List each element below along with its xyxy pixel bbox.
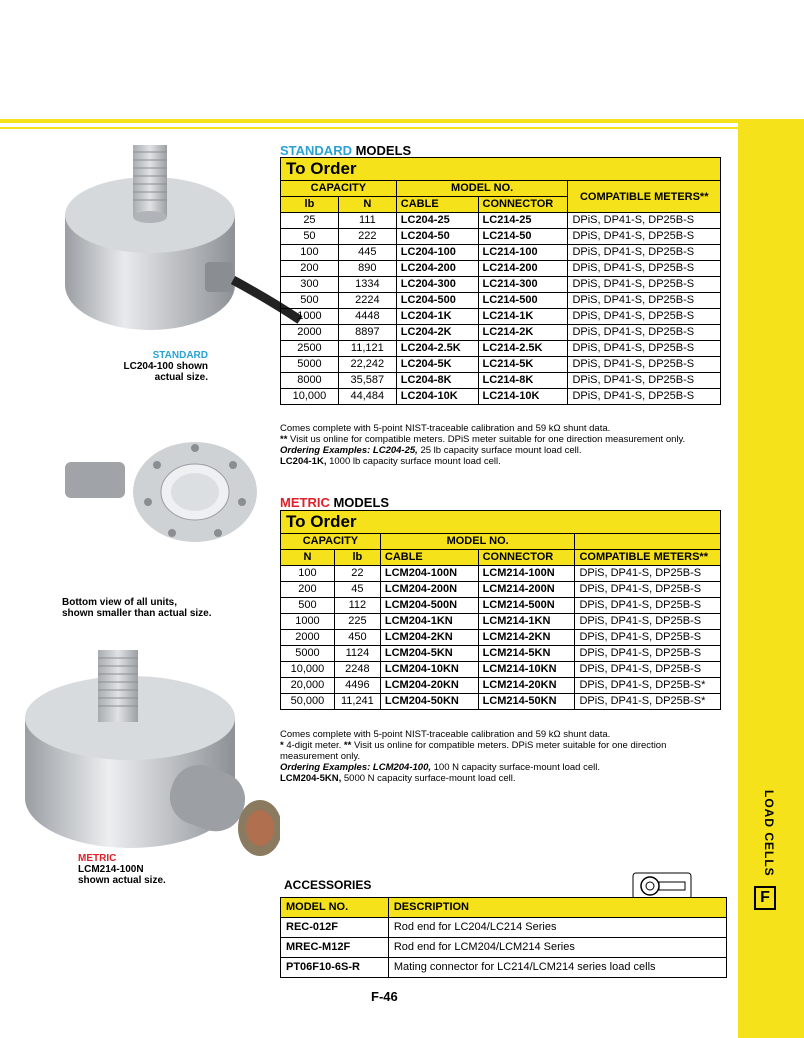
metric-row-cell: 2248 xyxy=(334,662,380,678)
metric-row xyxy=(281,662,721,678)
metric-row-cell: LCM214-100N xyxy=(478,566,575,582)
standard-row-cell: LC214-300 xyxy=(478,277,568,293)
standard-row-cell: DPiS, DP41-S, DP25B-S xyxy=(568,293,721,309)
accessories-title: ACCESSORIES xyxy=(284,878,372,892)
metric-row xyxy=(281,678,721,694)
mh-n: N xyxy=(281,550,335,566)
h-model-no: MODEL NO. xyxy=(396,181,568,197)
accessory-row-cell: Mating connector for LC214/LCM214 series load cells xyxy=(388,958,726,978)
standard-row-cell: LC214-50 xyxy=(478,229,568,245)
standard-row-cell: LC214-10K xyxy=(478,389,568,405)
top-rule-thick xyxy=(0,119,804,123)
standard-row-cell: 500 xyxy=(281,293,339,309)
standard-section-title: STANDARD MODELS xyxy=(280,143,412,158)
standard-row-cell: DPiS, DP41-S, DP25B-S xyxy=(568,373,721,389)
standard-load-cell-image xyxy=(55,140,315,340)
standard-row-cell: LC204-2K xyxy=(396,325,478,341)
standard-row-cell: LC214-100 xyxy=(478,245,568,261)
standard-row-cell: 2500 xyxy=(281,341,339,357)
metric-row-cell: LCM204-2KN xyxy=(380,630,478,646)
standard-row-cell: 222 xyxy=(338,229,396,245)
mh-cable: CABLE xyxy=(380,550,478,566)
side-tab-label: LOAD CELLS xyxy=(762,790,776,877)
metric-section-title: METRIC MODELS xyxy=(280,495,390,510)
standard-row-cell: LC214-500 xyxy=(478,293,568,309)
standard-row-cell: 5000 xyxy=(281,357,339,373)
standard-row xyxy=(281,261,721,277)
standard-row-cell: DPiS, DP41-S, DP25B-S xyxy=(568,357,721,373)
h-cable: CABLE xyxy=(396,197,478,213)
standard-row-cell: LC214-25 xyxy=(478,213,568,229)
accessory-row xyxy=(281,918,727,938)
standard-row-cell: DPiS, DP41-S, DP25B-S xyxy=(568,341,721,357)
metric-note-calibration: Comes complete with 5-point NIST-traceable calibration and 59 kΩ shunt data. xyxy=(280,729,611,740)
h-capacity: CAPACITY xyxy=(281,181,397,197)
standard-row-cell: 300 xyxy=(281,277,339,293)
metric-note-example1: Ordering Examples: LCM204-100, 100 N capacity surface-mount load cell. xyxy=(280,762,600,773)
standard-row-cell: 22,242 xyxy=(338,357,396,373)
metric-row-cell: DPiS, DP41-S, DP25B-S* xyxy=(575,678,721,694)
metric-row-cell: DPiS, DP41-S, DP25B-S xyxy=(575,598,721,614)
standard-row-cell: DPiS, DP41-S, DP25B-S xyxy=(568,389,721,405)
standard-note-example2: LC204-1K, 1000 lb capacity surface mount load cell. xyxy=(280,456,501,467)
standard-row-cell: 2000 xyxy=(281,325,339,341)
standard-row-cell: LC204-10K xyxy=(396,389,478,405)
standard-row-cell: DPiS, DP41-S, DP25B-S xyxy=(568,213,721,229)
standard-image-caption xyxy=(110,350,208,383)
metric-row xyxy=(281,630,721,646)
mh-blank xyxy=(575,534,721,550)
metric-row-cell: DPiS, DP41-S, DP25B-S xyxy=(575,614,721,630)
metric-load-cell-image xyxy=(20,648,280,858)
accessory-row-cell: REC-012F xyxy=(281,918,389,938)
standard-row-cell: 8000 xyxy=(281,373,339,389)
metric-row-cell: LCM204-200N xyxy=(380,582,478,598)
standard-row xyxy=(281,229,721,245)
accessory-row xyxy=(281,938,727,958)
standard-row-cell: 4448 xyxy=(338,309,396,325)
metric-row-cell: LCM204-50KN xyxy=(380,694,478,710)
accessory-row xyxy=(281,958,727,978)
metric-row-cell: LCM214-10KN xyxy=(478,662,575,678)
standard-caption-line1: LC204-100 shown xyxy=(123,361,208,372)
side-tab-letter: F xyxy=(754,886,776,910)
standard-row-cell: DPiS, DP41-S, DP25B-S xyxy=(568,277,721,293)
standard-row-cell: LC214-200 xyxy=(478,261,568,277)
mh-compatible-meters: COMPATIBLE METERS** xyxy=(575,550,721,566)
metric-caption-line2: shown actual size. xyxy=(78,875,166,886)
standard-row-cell: DPiS, DP41-S, DP25B-S xyxy=(568,325,721,341)
standard-row xyxy=(281,325,721,341)
standard-row-cell: LC204-100 xyxy=(396,245,478,261)
accessory-row-cell: PT06F10-6S-R xyxy=(281,958,389,978)
metric-image-caption xyxy=(78,853,218,886)
metric-row xyxy=(281,566,721,582)
standard-caption-line2: actual size. xyxy=(154,372,208,383)
metric-row-cell: LCM204-10KN xyxy=(380,662,478,678)
metric-row-cell: DPiS, DP41-S, DP25B-S* xyxy=(575,694,721,710)
accessory-row-cell: Rod end for LCM204/LCM214 Series xyxy=(388,938,726,958)
standard-note-meters: ** Visit us online for compatible meters. DPiS meter suitable for one direction measurement only. xyxy=(280,434,686,445)
bottom-view-image xyxy=(60,440,260,560)
metric-row-cell: 1124 xyxy=(334,646,380,662)
metric-row-cell: 22 xyxy=(334,566,380,582)
standard-row-cell: 8897 xyxy=(338,325,396,341)
standard-row-cell: LC204-500 xyxy=(396,293,478,309)
metric-row xyxy=(281,646,721,662)
metric-tag: METRIC xyxy=(78,853,117,864)
h-n: N xyxy=(338,197,396,213)
metric-row xyxy=(281,614,721,630)
metric-note-meters: * 4-digit meter. ** Visit us online for compatible meters. DPiS meter suitable for one direction measurement only. xyxy=(280,740,667,762)
standard-row-cell: LC214-2.5K xyxy=(478,341,568,357)
metric-row-cell: LCM214-500N xyxy=(478,598,575,614)
accessory-row-cell: MREC-M12F xyxy=(281,938,389,958)
mh-model-no: MODEL NO. xyxy=(380,534,575,550)
metric-row-cell: 10,000 xyxy=(281,662,335,678)
metric-row-cell: DPiS, DP41-S, DP25B-S xyxy=(575,662,721,678)
metric-row-cell: LCM214-20KN xyxy=(478,678,575,694)
standard-row-cell: 200 xyxy=(281,261,339,277)
page-number: F-46 xyxy=(371,989,398,1004)
standard-row-cell: 111 xyxy=(338,213,396,229)
metric-row-cell: LCM214-50KN xyxy=(478,694,575,710)
standard-row-cell: 1000 xyxy=(281,309,339,325)
metric-row-cell: 500 xyxy=(281,598,335,614)
accessories-table xyxy=(280,897,727,978)
metric-row-cell: 200 xyxy=(281,582,335,598)
acc-h-model: MODEL NO. xyxy=(281,898,389,918)
metric-row-cell: 4496 xyxy=(334,678,380,694)
metric-row-cell: DPiS, DP41-S, DP25B-S xyxy=(575,646,721,662)
metric-row-cell: 11,241 xyxy=(334,694,380,710)
standard-row-cell: 25 xyxy=(281,213,339,229)
standard-row xyxy=(281,357,721,373)
standard-tag: STANDARD xyxy=(152,350,208,361)
metric-row-cell: LCM204-20KN xyxy=(380,678,478,694)
metric-row-cell: 450 xyxy=(334,630,380,646)
bottom-caption-line1: Bottom view of all units, xyxy=(62,597,178,608)
standard-row xyxy=(281,213,721,229)
standard-row xyxy=(281,341,721,357)
standard-row xyxy=(281,373,721,389)
standard-row-cell: 100 xyxy=(281,245,339,261)
standard-note-example1: Ordering Examples: LC204-25, 25 lb capacity surface mount load cell. xyxy=(280,445,582,456)
h-lb: lb xyxy=(281,197,339,213)
metric-row-cell: 225 xyxy=(334,614,380,630)
standard-row-cell: 10,000 xyxy=(281,389,339,405)
mh-lb: lb xyxy=(334,550,380,566)
metric-row xyxy=(281,598,721,614)
standard-row-cell: LC204-200 xyxy=(396,261,478,277)
standard-row xyxy=(281,309,721,325)
standard-row-cell: LC204-50 xyxy=(396,229,478,245)
h-compatible-meters: COMPATIBLE METERS** xyxy=(568,181,721,213)
metric-row-cell: 2000 xyxy=(281,630,335,646)
standard-row-cell: DPiS, DP41-S, DP25B-S xyxy=(568,309,721,325)
standard-row-cell: LC214-1K xyxy=(478,309,568,325)
standard-row-cell: 2224 xyxy=(338,293,396,309)
standard-notes xyxy=(280,423,725,467)
standard-banner: To Order xyxy=(281,158,721,181)
metric-row-cell: LCM204-1KN xyxy=(380,614,478,630)
metric-row-cell: 100 xyxy=(281,566,335,582)
standard-row-cell: 11,121 xyxy=(338,341,396,357)
standard-row xyxy=(281,293,721,309)
standard-row-cell: LC214-2K xyxy=(478,325,568,341)
metric-row-cell: LCM204-100N xyxy=(380,566,478,582)
standard-row-cell: 44,484 xyxy=(338,389,396,405)
metric-row-cell: DPiS, DP41-S, DP25B-S xyxy=(575,582,721,598)
standard-row-cell: 50 xyxy=(281,229,339,245)
bottom-caption-line2: shown smaller than actual size. xyxy=(62,608,212,619)
standard-row-cell: LC214-8K xyxy=(478,373,568,389)
metric-row-cell: LCM214-1KN xyxy=(478,614,575,630)
metric-row-cell: 112 xyxy=(334,598,380,614)
h-connector: CONNECTOR xyxy=(478,197,568,213)
metric-row-cell: LCM214-2KN xyxy=(478,630,575,646)
standard-row-cell: LC214-5K xyxy=(478,357,568,373)
accessory-row-cell: Rod end for LC204/LC214 Series xyxy=(388,918,726,938)
bottom-image-caption xyxy=(62,597,262,619)
standard-row-cell: DPiS, DP41-S, DP25B-S xyxy=(568,229,721,245)
mh-connector: CONNECTOR xyxy=(478,550,575,566)
metric-row-cell: LCM204-5KN xyxy=(380,646,478,662)
standard-row-cell: 35,587 xyxy=(338,373,396,389)
metric-row-cell: 1000 xyxy=(281,614,335,630)
standard-row xyxy=(281,277,721,293)
standard-row-cell: 1334 xyxy=(338,277,396,293)
standard-row-cell: LC204-8K xyxy=(396,373,478,389)
metric-row-cell: DPiS, DP41-S, DP25B-S xyxy=(575,566,721,582)
metric-row-cell: LCM214-200N xyxy=(478,582,575,598)
standard-row-cell: 890 xyxy=(338,261,396,277)
rod-end-icon xyxy=(632,872,692,900)
mh-capacity: CAPACITY xyxy=(281,534,381,550)
metric-banner: To Order xyxy=(281,511,721,534)
metric-row-cell: 20,000 xyxy=(281,678,335,694)
standard-row-cell: 445 xyxy=(338,245,396,261)
metric-row xyxy=(281,582,721,598)
metric-models-table xyxy=(280,510,721,710)
top-rule-thin xyxy=(0,127,738,129)
metric-note-example2: LCM204-5KN, 5000 N capacity surface-mount load cell. xyxy=(280,773,516,784)
metric-caption-line1: LCM214-100N xyxy=(78,864,144,875)
standard-row-cell: LC204-5K xyxy=(396,357,478,373)
acc-h-description: DESCRIPTION xyxy=(388,898,726,918)
metric-row-cell: LCM204-500N xyxy=(380,598,478,614)
standard-row xyxy=(281,245,721,261)
standard-row-cell: DPiS, DP41-S, DP25B-S xyxy=(568,245,721,261)
standard-note-calibration: Comes complete with 5-point NIST-traceable calibration and 59 kΩ shunt data. xyxy=(280,423,611,434)
metric-row-cell: DPiS, DP41-S, DP25B-S xyxy=(575,630,721,646)
standard-row-cell: LC204-2.5K xyxy=(396,341,478,357)
metric-row-cell: LCM214-5KN xyxy=(478,646,575,662)
standard-row-cell: LC204-1K xyxy=(396,309,478,325)
standard-row-cell: LC204-25 xyxy=(396,213,478,229)
standard-row-cell: DPiS, DP41-S, DP25B-S xyxy=(568,261,721,277)
metric-notes xyxy=(280,729,725,784)
metric-row-cell: 50,000 xyxy=(281,694,335,710)
standard-row xyxy=(281,389,721,405)
metric-row-cell: 45 xyxy=(334,582,380,598)
standard-models-table xyxy=(280,157,721,405)
metric-row-cell: 5000 xyxy=(281,646,335,662)
standard-row-cell: LC204-300 xyxy=(396,277,478,293)
metric-row xyxy=(281,694,721,710)
